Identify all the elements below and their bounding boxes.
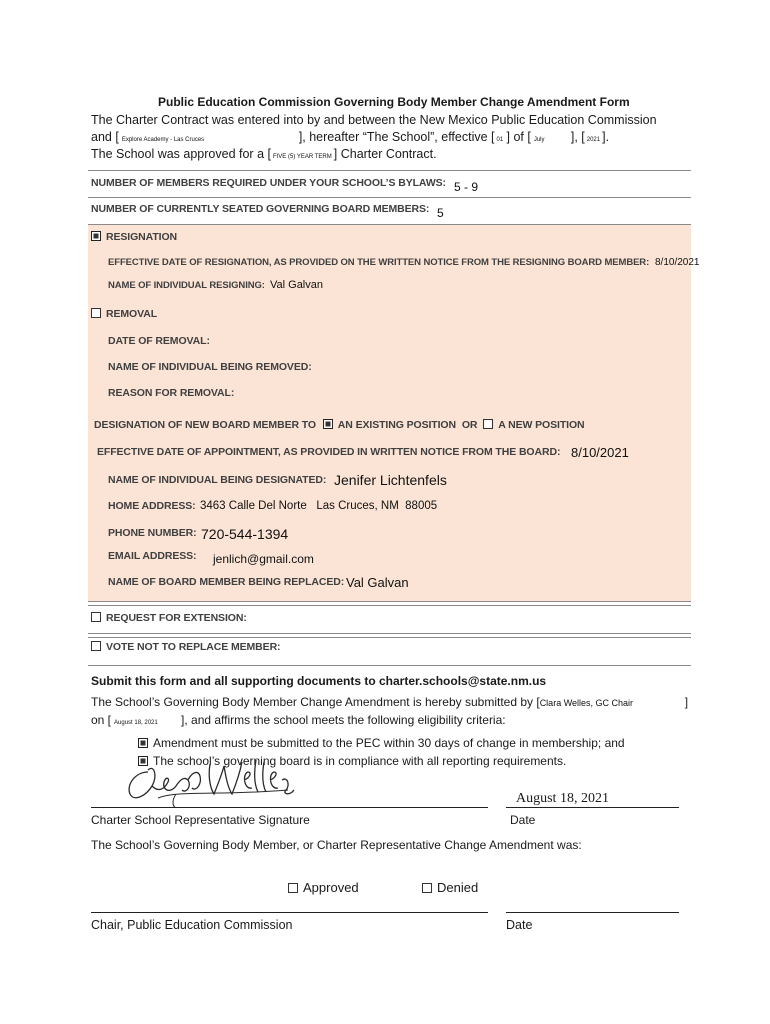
home-address-field[interactable]: 3463 Calle Del Norte Las Cruces, NM 88005 [200, 500, 438, 512]
intro-line-3 [91, 147, 437, 161]
phone-number-field[interactable]: 720-544-1394 [201, 526, 289, 542]
submit-heading: Submit this form and all supporting documents to charter.schools@state.nm.us [91, 674, 547, 688]
charter-contract-text: ] Charter Contract. [333, 147, 437, 161]
existing-position-checkbox[interactable] [323, 419, 333, 429]
denied-label: Denied [437, 880, 479, 895]
intro-of: ] of [ [506, 130, 531, 144]
resignation-checkbox[interactable] [91, 231, 101, 241]
removal-reason-label: REASON FOR REMOVAL: [108, 387, 235, 399]
signature-image [118, 750, 308, 808]
extension-option[interactable] [91, 612, 247, 624]
criteria-text: Amendment must be submitted to the PEC within 30 days of change in membership; and [153, 736, 625, 750]
amendment-status-text: The School’s Governing Body Member, or Charter Representative Change Amendment was: [91, 838, 582, 852]
divider [88, 665, 691, 666]
chair-signature-line[interactable] [91, 912, 488, 913]
approved-option[interactable] [288, 880, 359, 895]
submit-on: on [ [91, 713, 112, 727]
designation-row [94, 419, 585, 431]
appointment-date-field[interactable]: 8/10/2021 [571, 445, 629, 460]
divider [88, 224, 691, 225]
submit-line-2 [91, 713, 506, 727]
intro-bracket-mid: ], [ [570, 130, 585, 144]
term-field[interactable]: FIVE (5) YEAR TERM [272, 154, 332, 160]
chair-date-label: Date [506, 918, 533, 932]
resignation-date-label: EFFECTIVE DATE OF RESIGNATION, AS PROVIDED ON THE WRITTEN NOTICE FROM THE RESIGNING BOARD MEMBER: [108, 257, 650, 268]
resignation-label: RESIGNATION [106, 231, 178, 243]
submit-date-field[interactable]: August 18, 2021 [114, 720, 158, 726]
replaced-member-field[interactable]: Val Galvan [346, 575, 409, 590]
criteria-text: The school’s governing board is in compliance with all reporting requirements. [153, 754, 567, 768]
submit-by-text: The School’s Governing Body Member Change Amendment is hereby submitted by [ [91, 695, 540, 709]
appointment-date-label: EFFECTIVE DATE OF APPOINTMENT, AS PROVIDED IN WRITTEN NOTICE FROM THE BOARD: [97, 446, 561, 458]
vote-option[interactable] [91, 641, 280, 653]
removal-option[interactable] [91, 308, 157, 320]
email-address-label: EMAIL ADDRESS: [108, 550, 197, 562]
removal-name-label: NAME OF INDIVIDUAL BEING REMOVED: [108, 361, 312, 373]
divider [88, 197, 691, 198]
vote-label: VOTE NOT TO REPLACE MEMBER: [106, 641, 281, 653]
resignation-name-label: NAME OF INDIVIDUAL RESIGNING: [108, 280, 265, 291]
resignation-date-field[interactable]: 8/10/2021 [655, 257, 700, 268]
resignation-name-field[interactable]: Val Galvan [270, 279, 323, 291]
extension-label: REQUEST FOR EXTENSION: [106, 612, 247, 624]
removal-checkbox[interactable] [91, 308, 101, 318]
submitter-field[interactable]: Clara Welles, GC Chair [539, 698, 634, 708]
divider [88, 601, 691, 602]
home-address-label: HOME ADDRESS: [108, 500, 196, 512]
or-text: OR [461, 419, 478, 431]
email-address-field[interactable]: jenlich@gmail.com [213, 552, 314, 566]
school-name-field[interactable]: Explore Academy - Las Cruces [121, 137, 205, 143]
chair-date-line[interactable] [506, 912, 679, 913]
effective-day-field[interactable]: 01 [496, 137, 504, 143]
chair-label: Chair, Public Education Commission [91, 918, 293, 932]
resignation-option[interactable] [91, 231, 177, 243]
intro-line-1: The Charter Contract was entered into by and between the New Mexico Public Education Commission [91, 113, 657, 127]
members-seated-label: NUMBER OF CURRENTLY SEATED GOVERNING BOARD MEMBERS: [91, 203, 430, 215]
intro-bracket-end: ]. [602, 130, 610, 144]
effective-month-field[interactable]: July [533, 137, 545, 143]
divider [88, 605, 691, 606]
divider [88, 170, 691, 171]
signature-date-field[interactable]: August 18, 2021 [516, 791, 609, 806]
approved-checkbox[interactable] [288, 883, 298, 893]
designated-name-field[interactable]: Jenifer Lichtenfels [334, 472, 447, 488]
vote-checkbox[interactable] [91, 641, 101, 651]
new-position-label: A NEW POSITION [498, 419, 585, 431]
intro-hereafter: ], hereafter “The School”, effective [ [298, 130, 495, 144]
signature-label: Charter School Representative Signature [91, 813, 310, 827]
approved-label: Approved [303, 880, 359, 895]
effective-year-field[interactable]: 2021 [586, 137, 601, 143]
signature-line[interactable] [91, 807, 488, 808]
criteria-item [138, 736, 625, 750]
removal-label: REMOVAL [106, 308, 158, 320]
members-required-field[interactable]: 5 - 9 [454, 180, 479, 194]
members-seated-field[interactable]: 5 [437, 206, 444, 220]
criteria-checkbox[interactable] [138, 738, 148, 748]
extension-checkbox[interactable] [91, 612, 101, 622]
denied-checkbox[interactable] [422, 883, 432, 893]
denied-option[interactable] [422, 880, 478, 895]
phone-number-label: PHONE NUMBER: [108, 527, 197, 539]
new-position-checkbox[interactable] [483, 419, 493, 429]
designated-name-label: NAME OF INDIVIDUAL BEING DESIGNATED: [108, 474, 327, 486]
existing-position-label: AN EXISTING POSITION [337, 419, 456, 431]
signature-date-line[interactable] [506, 807, 679, 808]
replaced-member-label: NAME OF BOARD MEMBER BEING REPLACED: [108, 576, 345, 588]
approved-for: The School was approved for a [ [91, 147, 271, 161]
divider [88, 637, 691, 638]
signature-date-label: Date [510, 813, 536, 827]
submit-bracket-end: ] [684, 695, 689, 709]
submit-line-1 [91, 695, 688, 709]
submit-affirms: ], and affirms the school meets the following eligibility criteria: [181, 713, 506, 727]
intro-line-2 [91, 130, 609, 144]
members-required-label: NUMBER OF MEMBERS REQUIRED UNDER YOUR SCHOOL’S BYLAWS: [91, 177, 446, 189]
designation-label: DESIGNATION OF NEW BOARD MEMBER TO [94, 419, 316, 431]
intro-and: and [ [91, 130, 119, 144]
divider [88, 633, 691, 634]
removal-date-label: DATE OF REMOVAL: [108, 335, 210, 347]
form-title: Public Education Commission Governing Body Member Change Amendment Form [158, 95, 630, 109]
